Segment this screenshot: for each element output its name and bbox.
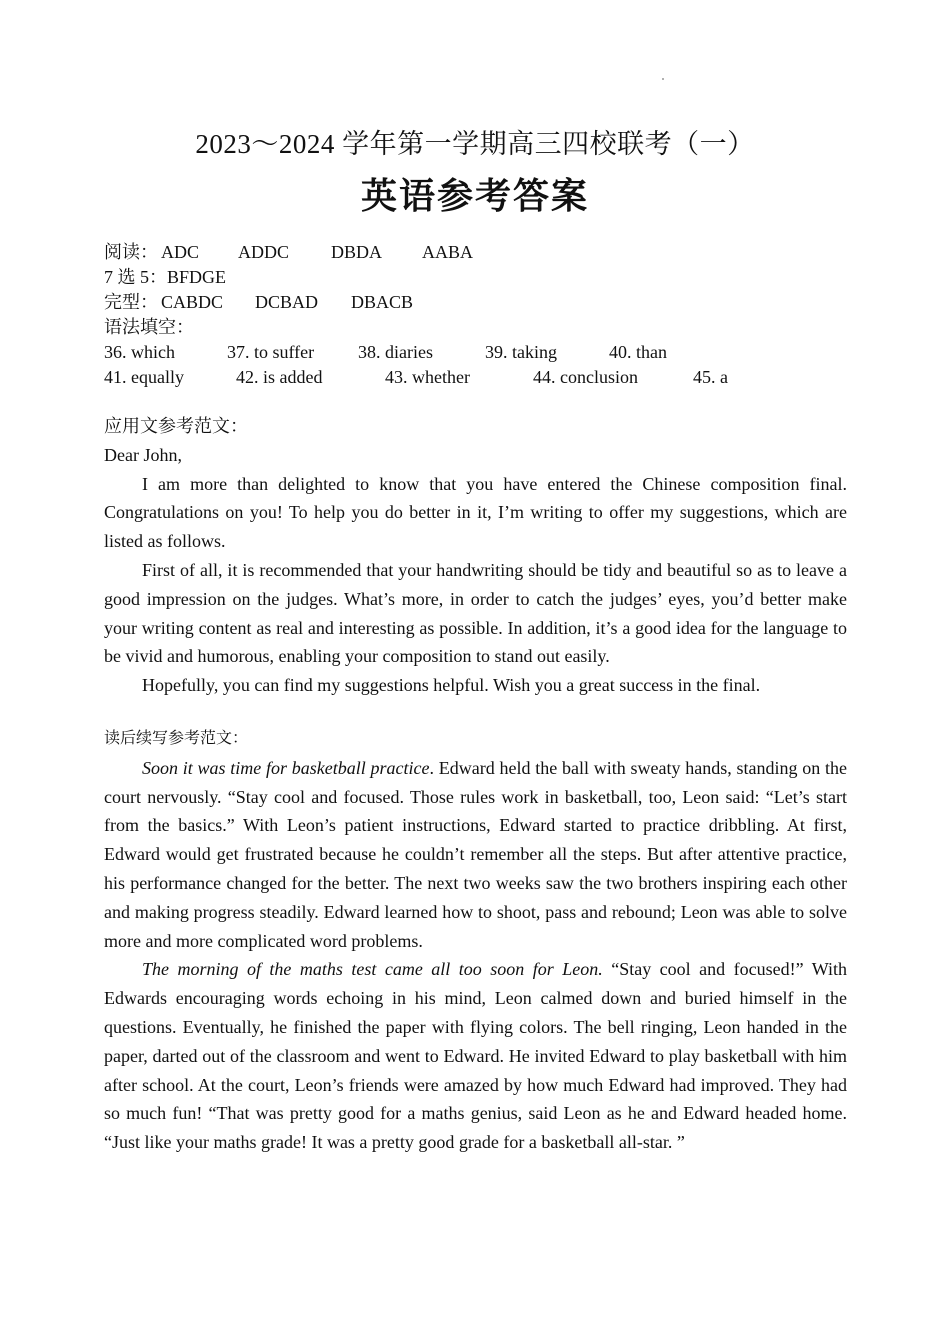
grammar-answer: 44. conclusion	[533, 367, 638, 387]
reading-group-1: ADC	[161, 242, 200, 262]
letter-paragraph: Hopefully, you can find my suggestions helpful. Wish you a great success in the final.	[142, 675, 761, 696]
cloze-group-1: CABDC	[161, 292, 224, 312]
continuation-paragraph-1	[104, 754, 847, 956]
paragraph-opening: Soon it was time for basketball practice	[142, 757, 430, 778]
reading-label: 阅读：	[104, 242, 158, 262]
letter-paragraph: I am more than delighted to know that you have entered the Chinese composition final. Congratulations on you! To help you do better in it, I’m writing to offer my suggestions, which are listed as follows.	[104, 473, 847, 552]
reading-group-3: DBDA	[331, 242, 383, 262]
scan-dot	[662, 78, 664, 80]
cloze-label: 完型：	[104, 292, 158, 312]
grammar-answers-row-2	[104, 365, 804, 390]
grammar-answers-row-1	[104, 340, 804, 365]
continuation-sample	[104, 725, 847, 1157]
letter-salutation: Dear John,	[104, 444, 182, 465]
answer-key-title: 英语参考答案	[360, 176, 589, 216]
cloze-group-3: DBACB	[351, 292, 414, 312]
reading-group-4: AABA	[422, 242, 474, 262]
cloze-group-2: DCBAD	[255, 292, 319, 312]
continuation-paragraph-2	[104, 955, 847, 1157]
reading-answers	[104, 240, 804, 265]
grammar-answer: 37. to suffer	[227, 342, 315, 362]
seven-choose-five-answers: 7 选 5：BFDGE	[104, 267, 227, 287]
paragraph-opening: The morning of the maths test came all too soon for Leon.	[142, 959, 603, 980]
paragraph-body: “Stay cool and focused!” With Edwards encouraging words echoing in his mind, Leon calmed down and buried himself in the questions. Eventually, he finished the paper with flying colors. The bell ringing, Leon handed in the paper, darted out of the classroom and went to Edward. He invited Edward to play basketball with him after school. At the court, Leon’s friends were amazed by how much Edward had improved. They had so much fun! “That was pretty good for a maths genius, said Leon as he and Edward headed home. “Just like your maths grade! It was a pretty good grade for a basketball all-star. ”	[104, 959, 847, 1153]
grammar-answer: 40. than	[609, 342, 667, 362]
paragraph-body: . Edward held the ball with sweaty hands, standing on the court nervously. “Stay cool and focused. Those rules work in basketball, too, Leon said: “Let’s start from the basics.” With Leon’s patient instructions, Edward started to practice dribbling. At first, Edward would get frustrated because he couldn’t remember all the steps. But after attentive practice, his performance changed for the better. The next two weeks saw the two brothers inspiring each other and making progress steadily. Edward learned how to shoot, pass and rebound; Leon was able to solve more and more complicated word problems.	[104, 757, 847, 951]
grammar-answer: 41. equally	[104, 367, 184, 387]
letter-paragraph: First of all, it is recommended that your handwriting should be tidy and beautiful so as to leave a good impression on the judges. What’s more, in order to catch the judges’ eyes, you’d better make your writing content as real and interesting as possible. In addition, it’s a good idea for the language to be vivid and humorous, enabling your composition to stand out easily.	[104, 559, 847, 667]
grammar-answer: 39. taking	[485, 342, 557, 362]
grammar-label: 语法填空：	[104, 317, 194, 337]
grammar-answer: 45. a	[693, 367, 728, 387]
continuation-heading: 读后续写参考范文：	[104, 730, 249, 747]
grammar-answer: 42. is added	[236, 367, 323, 387]
grammar-answer: 38. diaries	[358, 342, 433, 362]
reading-group-2: ADDC	[238, 242, 290, 262]
letter-sample	[104, 412, 847, 700]
grammar-answer: 43. whether	[385, 367, 470, 387]
cloze-answers	[104, 290, 804, 315]
letter-heading: 应用文参考范文：	[104, 416, 248, 436]
exam-title: 2023～2024 学年第一学期高三四校联考（一）	[195, 129, 755, 159]
grammar-answer: 36. which	[104, 342, 175, 362]
